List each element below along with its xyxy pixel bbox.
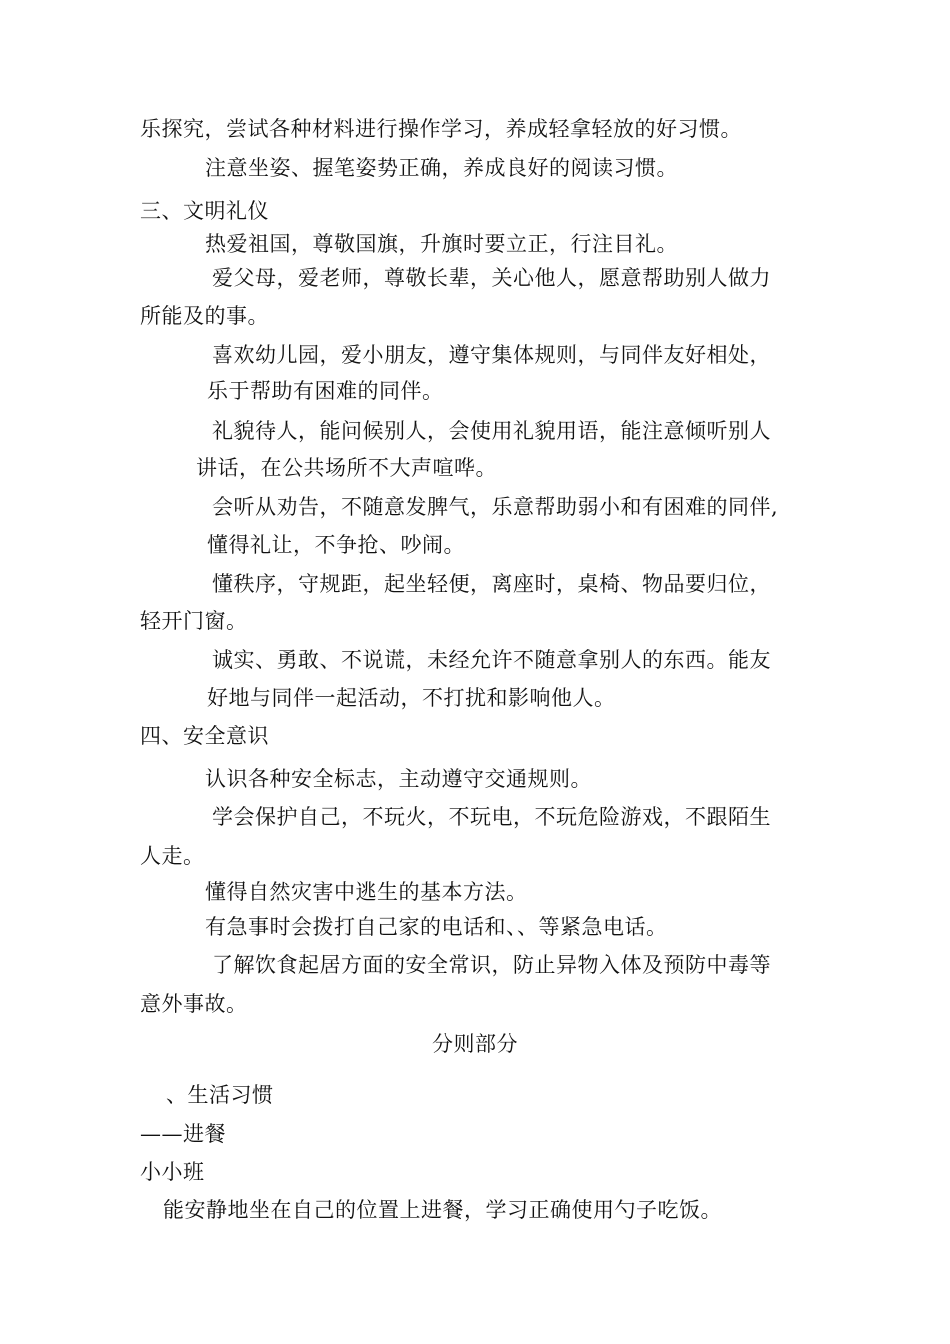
text-line: 懂得自然灾害中逃生的基本方法。 [205,880,528,904]
subsection-heading: 、生活习惯 [166,1083,274,1107]
text-line: 诚实、勇敢、不说谎，未经允许不随意拿别人的东西。能友 [212,648,771,672]
text-line: 轻开门窗。 [140,609,248,633]
text-line: 喜欢幼儿园，爱小朋友，遵守集体规则，与同伴友好相处， [212,343,771,367]
text-line: 爱父母，爱老师，尊敬长辈，关心他人，愿意帮助别人做力 [212,266,771,290]
text-line: 懂秩序，守规距，起坐轻便，离座时，桌椅、物品要归位， [212,572,771,596]
text-line: 会听从劝告，不随意发脾气，乐意帮助弱小和有困难的同伴, [212,495,779,519]
text-line: 意外事故。 [140,992,248,1016]
text-line: 好地与同伴一起活动，不打扰和影响他人。 [207,686,616,710]
text-line: 讲话，在公共场所不大声喧哗。 [196,456,497,480]
text-line: 人走。 [140,844,205,868]
text-line: 热爱祖国，尊敬国旗，升旗时要立正，行注目礼。 [205,232,678,256]
subsection-heading: ——进餐 [140,1122,226,1146]
text-line: 乐于帮助有困难的同伴。 [207,379,444,403]
text-line: 有急事时会拨打自己家的电话和、、等紧急电话。 [205,915,668,939]
text-line: 能安静地坐在自己的位置上进餐，学习正确使用勺子吃饭。 [163,1198,722,1222]
text-line: 注意坐姿、握笔姿势正确，养成良好的阅读习惯。 [205,156,678,180]
text-line: 认识各种安全标志，主动遵守交通规则。 [205,767,592,791]
part-heading: 分则部分 [432,1032,518,1056]
text-line: 乐探究，尝试各种材料进行操作学习，养成轻拿轻放的好习惯。 [140,117,742,141]
text-line: 了解饮食起居方面的安全常识，防止异物入体及预防中毒等 [212,953,771,977]
text-line: 所能及的事。 [140,304,269,328]
text-line: 学会保护自己，不玩火，不玩电，不玩危险游戏，不跟陌生 [212,805,771,829]
text-line: 懂得礼让，不争抢、吵闹。 [207,533,465,557]
text-line: 礼貌待人，能问候别人，会使用礼貌用语，能注意倾听别人 [212,419,771,443]
section-heading: 三、文明礼仪 [140,199,269,223]
class-label: 小小班 [140,1160,205,1184]
section-heading: 四、安全意识 [140,724,269,748]
